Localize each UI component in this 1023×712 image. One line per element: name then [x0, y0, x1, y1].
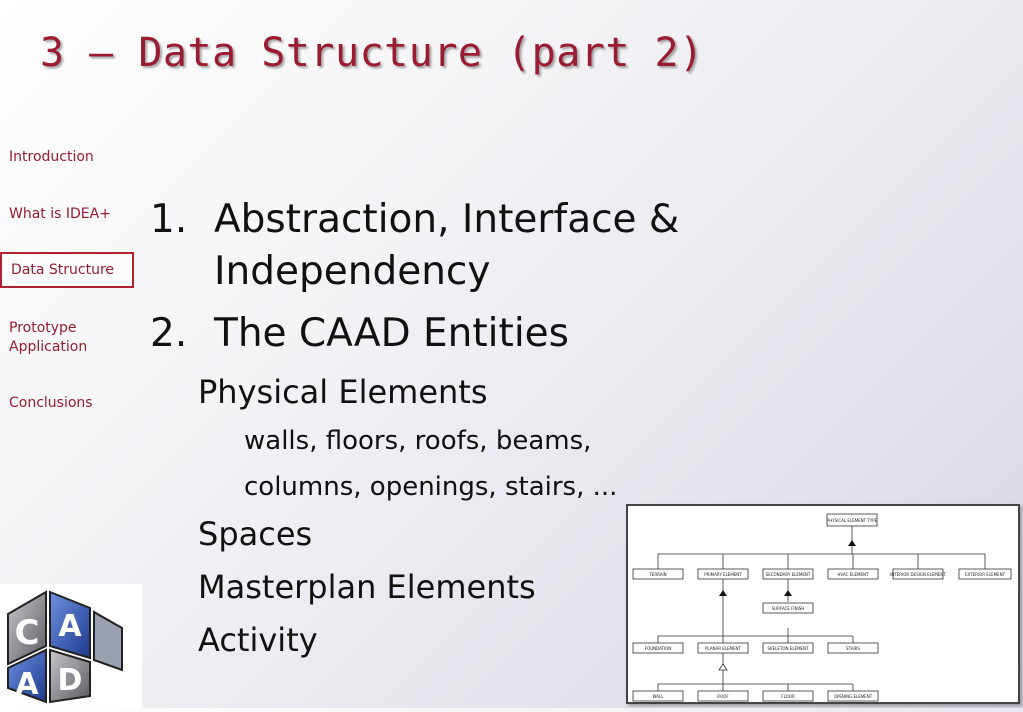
- list-text: The CAAD Entities: [214, 311, 569, 356]
- list-number: 2.: [150, 311, 188, 356]
- diagram-node: STAIRS: [846, 646, 860, 651]
- diagram-node: OPENING ELEMENT: [833, 694, 873, 699]
- element-hierarchy-diagram: [626, 504, 1020, 704]
- diagram-node: HVAC ELEMENT: [837, 572, 869, 577]
- diagram-node: FLOOR: [781, 694, 795, 699]
- logo-letter: A: [58, 609, 82, 644]
- diagram-node: INTERIOR DESIGN ELEMENT: [890, 572, 946, 577]
- diagram-node: SECONDARY ELEMENT: [765, 572, 811, 577]
- diagram-node: PHYSICAL ELEMENT TYPE: [826, 518, 878, 523]
- list-text: Independency: [214, 249, 491, 294]
- detail-line: walls, floors, roofs, beams,: [244, 426, 592, 456]
- logo-letter: D: [57, 663, 83, 698]
- sidebar-item-what-is-idea[interactable]: What is IDEA+: [9, 206, 111, 222]
- sidebar-item-data-structure[interactable]: Data Structure: [0, 252, 134, 288]
- diagram-node: WALL: [652, 694, 664, 699]
- sidebar-item-introduction[interactable]: Introduction: [9, 149, 94, 165]
- diagram-node: FOUNDATION: [644, 646, 672, 651]
- detail-line: columns, openings, stairs, ...: [244, 472, 618, 502]
- diagram-node: SKELETON ELEMENT: [767, 646, 809, 651]
- diagram-node: PLANAR ELEMENT: [705, 646, 741, 651]
- caad-logo-graphic: [0, 584, 142, 708]
- sub-item-physical-elements: Physical Elements: [198, 373, 488, 411]
- logo-letter: A: [15, 667, 39, 702]
- hierarchy-tree: [628, 506, 1018, 702]
- diagram-node: ROOF: [717, 694, 729, 699]
- sidebar-item-prototype-application[interactable]: Prototype Application: [9, 320, 88, 355]
- sub-item-spaces: Spaces: [198, 515, 313, 553]
- logo-letter: C: [14, 613, 40, 653]
- sidebar-item-conclusions[interactable]: Conclusions: [9, 395, 93, 411]
- sub-item-masterplan-elements: Masterplan Elements: [198, 568, 536, 606]
- diagram-node: PRIMARY ELEMENT: [704, 572, 742, 577]
- diagram-node: SURFACE FINISH: [771, 606, 805, 611]
- slide-title: 3 – Data Structure (part 2): [40, 30, 704, 76]
- list-number: 1.: [150, 197, 188, 242]
- list-text: Abstraction, Interface &: [214, 197, 680, 242]
- diagram-node: EXTERIOR ELEMENT: [964, 572, 1006, 577]
- diagram-node: TERRAIN: [649, 572, 667, 577]
- caad-logo: [0, 584, 142, 708]
- sub-item-activity: Activity: [198, 621, 318, 659]
